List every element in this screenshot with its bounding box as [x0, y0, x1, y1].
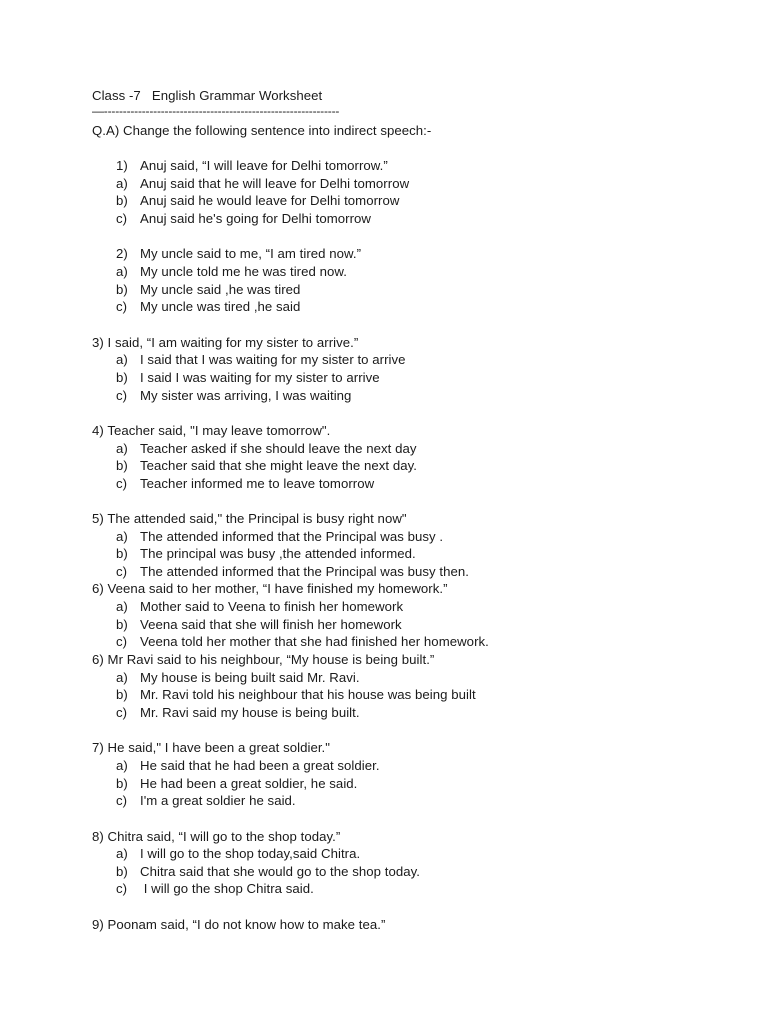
option-text: Anuj said that he will leave for Delhi tomorrow — [140, 176, 410, 191]
question-7-prompt — [92, 739, 330, 756]
question-3-option-c — [116, 387, 351, 404]
question-2-option-b — [116, 281, 300, 298]
question-1-option-b — [116, 192, 399, 209]
question-text: The attended said," the Principal is busy right now" — [107, 511, 407, 526]
option-text: The principal was busy ,the attended informed. — [140, 546, 416, 561]
option-text: My house is being built said Mr. Ravi. — [140, 670, 360, 685]
option-label: b) — [116, 546, 128, 561]
option-label: c) — [116, 211, 128, 226]
option-label: b) — [116, 687, 128, 702]
option-text: I said I was waiting for my sister to arrive — [140, 370, 380, 385]
option-label: a) — [116, 758, 128, 773]
option-label: c) — [116, 299, 128, 314]
question-4-prompt — [92, 422, 330, 439]
option-label: a) — [116, 441, 128, 456]
question-6-option-a — [116, 598, 403, 615]
question-9-prompt — [92, 916, 385, 933]
option-text: Anuj said he would leave for Delhi tomorrow — [140, 193, 400, 208]
option-text: He had been a great soldier, he said. — [140, 776, 358, 791]
question-number: 2) — [116, 246, 128, 261]
question-5-option-c — [116, 563, 469, 580]
question-2-option-c — [116, 298, 300, 315]
question-6-option-c — [116, 633, 489, 650]
option-text: Veena said that she will finish her homework — [140, 617, 402, 632]
question-text: I said, “I am waiting for my sister to arrive.” — [107, 335, 359, 350]
option-text: I said that I was waiting for my sister to arrive — [140, 352, 406, 367]
option-label: a) — [116, 176, 128, 191]
question-number: 4) — [92, 423, 104, 438]
question-1-option-a — [116, 175, 409, 192]
option-label: b) — [116, 193, 128, 208]
option-text: My uncle said ,he was tired — [140, 282, 301, 297]
question-text: Poonam said, “I do not know how to make tea.” — [107, 917, 386, 932]
question-3-option-b — [116, 369, 380, 386]
option-text: Mr. Ravi said my house is being built. — [140, 705, 360, 720]
question-6-prompt — [92, 580, 448, 597]
option-label: c) — [116, 634, 128, 649]
option-text: I will go the shop Chitra said. — [140, 881, 314, 896]
question-number: 7) — [92, 740, 104, 755]
option-label: b) — [116, 458, 128, 473]
option-label: a) — [116, 670, 128, 685]
question-text: Mr Ravi said to his neighbour, “My house is being built.” — [107, 652, 435, 667]
option-label: a) — [116, 529, 128, 544]
question-number: 8) — [92, 829, 104, 844]
option-label: c) — [116, 564, 128, 579]
question-6b-option-a — [116, 669, 360, 686]
question-text: Anuj said, “I will leave for Delhi tomorrow.” — [140, 158, 388, 173]
question-5-option-a — [116, 528, 443, 545]
question-8-option-b — [116, 863, 420, 880]
question-4-option-b — [116, 457, 417, 474]
question-number: 6) — [92, 652, 104, 667]
question-text: Veena said to her mother, “I have finished my homework.” — [107, 581, 448, 596]
question-2-option-a — [116, 263, 347, 280]
question-text: Chitra said, “I will go to the shop today.” — [107, 829, 341, 844]
option-label: c) — [116, 793, 128, 808]
option-label: b) — [116, 370, 128, 385]
option-text: I will go to the shop today,said Chitra. — [140, 846, 361, 861]
question-4-option-c — [116, 475, 374, 492]
question-2-prompt — [116, 245, 361, 262]
question-7-option-b — [116, 775, 357, 792]
option-label: a) — [116, 599, 128, 614]
option-label: a) — [116, 264, 128, 279]
question-5-prompt — [92, 510, 407, 527]
question-7-option-c — [116, 792, 296, 809]
question-number: 5) — [92, 511, 104, 526]
option-label: b) — [116, 864, 128, 879]
question-number: 1) — [116, 158, 128, 173]
option-text: My uncle was tired ,he said — [140, 299, 301, 314]
section-instruction: Q.A) Change the following sentence into indirect speech:- — [92, 123, 432, 138]
option-text: Mr. Ravi told his neighbour that his house was being built — [140, 687, 476, 702]
question-3-option-a — [116, 351, 406, 368]
question-4-option-a — [116, 440, 416, 457]
question-6-option-b — [116, 616, 402, 633]
option-text: He said that he had been a great soldier. — [140, 758, 380, 773]
title-divider: —-------------------------------------------------------------- — [92, 104, 340, 118]
option-label: b) — [116, 617, 128, 632]
option-text: My sister was arriving, I was waiting — [140, 388, 352, 403]
question-8-option-c — [116, 880, 314, 897]
question-7-option-a — [116, 757, 380, 774]
option-text: The attended informed that the Principal was busy then. — [140, 564, 469, 579]
question-text: He said," I have been a great soldier." — [107, 740, 330, 755]
option-text: Anuj said he's going for Delhi tomorrow — [140, 211, 371, 226]
option-label: c) — [116, 705, 128, 720]
worksheet-title: Class -7 English Grammar Worksheet — [92, 88, 323, 103]
option-text: My uncle told me he was tired now. — [140, 264, 347, 279]
question-5-option-b — [116, 545, 416, 562]
option-label: b) — [116, 776, 128, 791]
question-number: 6) — [92, 581, 104, 596]
option-text: Mother said to Veena to finish her homework — [140, 599, 404, 614]
question-6b-prompt — [92, 651, 434, 668]
option-label: a) — [116, 846, 128, 861]
option-text: Teacher informed me to leave tomorrow — [140, 476, 375, 491]
question-number: 9) — [92, 917, 104, 932]
option-text: Teacher asked if she should leave the next day — [140, 441, 417, 456]
option-label: c) — [116, 388, 128, 403]
option-text: Veena told her mother that she had finished her homework. — [140, 634, 489, 649]
option-text: Chitra said that she would go to the shop today. — [140, 864, 420, 879]
option-text: The attended informed that the Principal was busy . — [140, 529, 444, 544]
option-label: c) — [116, 881, 128, 896]
question-6b-option-b — [116, 686, 476, 703]
option-text: Teacher said that she might leave the next day. — [140, 458, 418, 473]
question-1-prompt — [116, 157, 388, 174]
option-label: c) — [116, 476, 128, 491]
option-label: a) — [116, 352, 128, 367]
question-6b-option-c — [116, 704, 360, 721]
question-8-prompt — [92, 828, 340, 845]
question-1-option-c — [116, 210, 371, 227]
option-label: b) — [116, 282, 128, 297]
question-text: My uncle said to me, “I am tired now.” — [140, 246, 362, 261]
option-text: I'm a great soldier he said. — [140, 793, 296, 808]
question-number: 3) — [92, 335, 104, 350]
question-text: Teacher said, "I may leave tomorrow". — [107, 423, 331, 438]
question-8-option-a — [116, 845, 360, 862]
question-3-prompt — [92, 334, 358, 351]
